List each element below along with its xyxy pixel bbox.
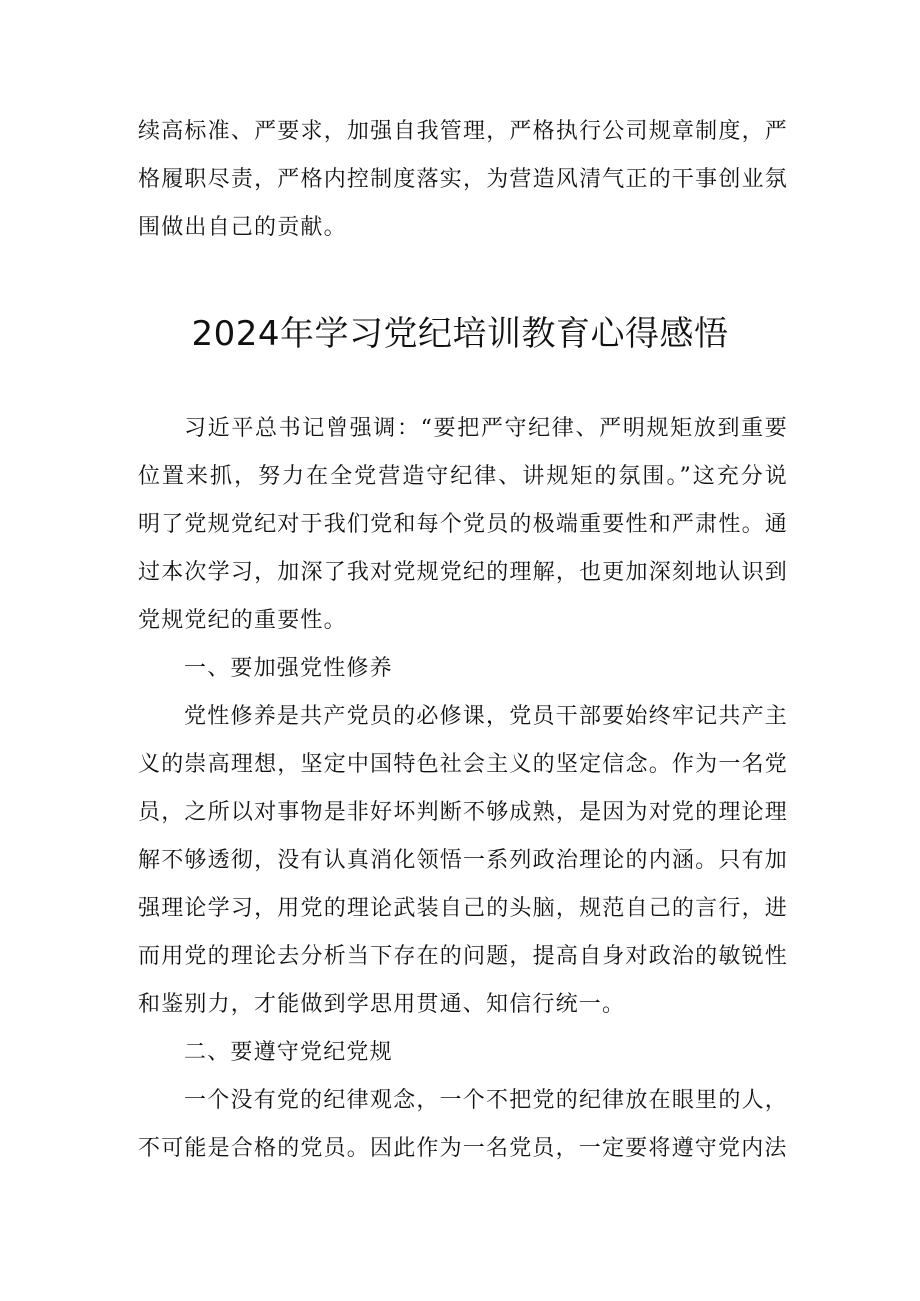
section-paragraph-2: 一个没有党的纪律观念，一个不把党的纪律放在眼里的人，不可能是合格的党员。因此作为一名党员，一定要将遵守党内法 — [138, 1088, 788, 1161]
document-title: 2024年学习党纪培训教育心得感悟 — [191, 314, 729, 354]
continuation-paragraph: 续高标准、严要求，加强自我管理，严格执行公司规章制度，严格履职尽责，严格内控制度落实，为营造风清气正的干事创业氛围做出自己的贡献。 — [138, 119, 788, 240]
section-heading-1: 一、要加强党性修养 — [184, 656, 393, 681]
section-paragraph-1: 党性修养是共产党员的必修课，党员干部要始终牢记共产主义的崇高理想，坚定中国特色社会主义的坚定信念。作为一名党员，之所以对事物是非好坏判断不够成熟，是因为对党的理论理解不够透彻，没有认真消化领悟一系列政治理论的内涵。只有加强理论学习，用党的理论武装自己的头脑，规范自己的言行，进而用党的理论去分析当下存在的问题，提高自身对政治的敏锐性和鉴别力，才能做到学思用贯通、知信行统一。 — [138, 704, 788, 1017]
section-heading-2: 二、要遵守党纪党规 — [184, 1040, 393, 1065]
intro-paragraph: 习近平总书记曾强调：“要把严守纪律、严明规矩放到重要位置来抓，努力在全党营造守纪律、讲规矩的氛围。”这充分说明了党规党纪对于我们党和每个党员的极端重要性和严肃性。通过本次学习，加深了我对党规党纪的理解，也更加深刻地认识到党规党纪的重要性。 — [138, 416, 788, 633]
